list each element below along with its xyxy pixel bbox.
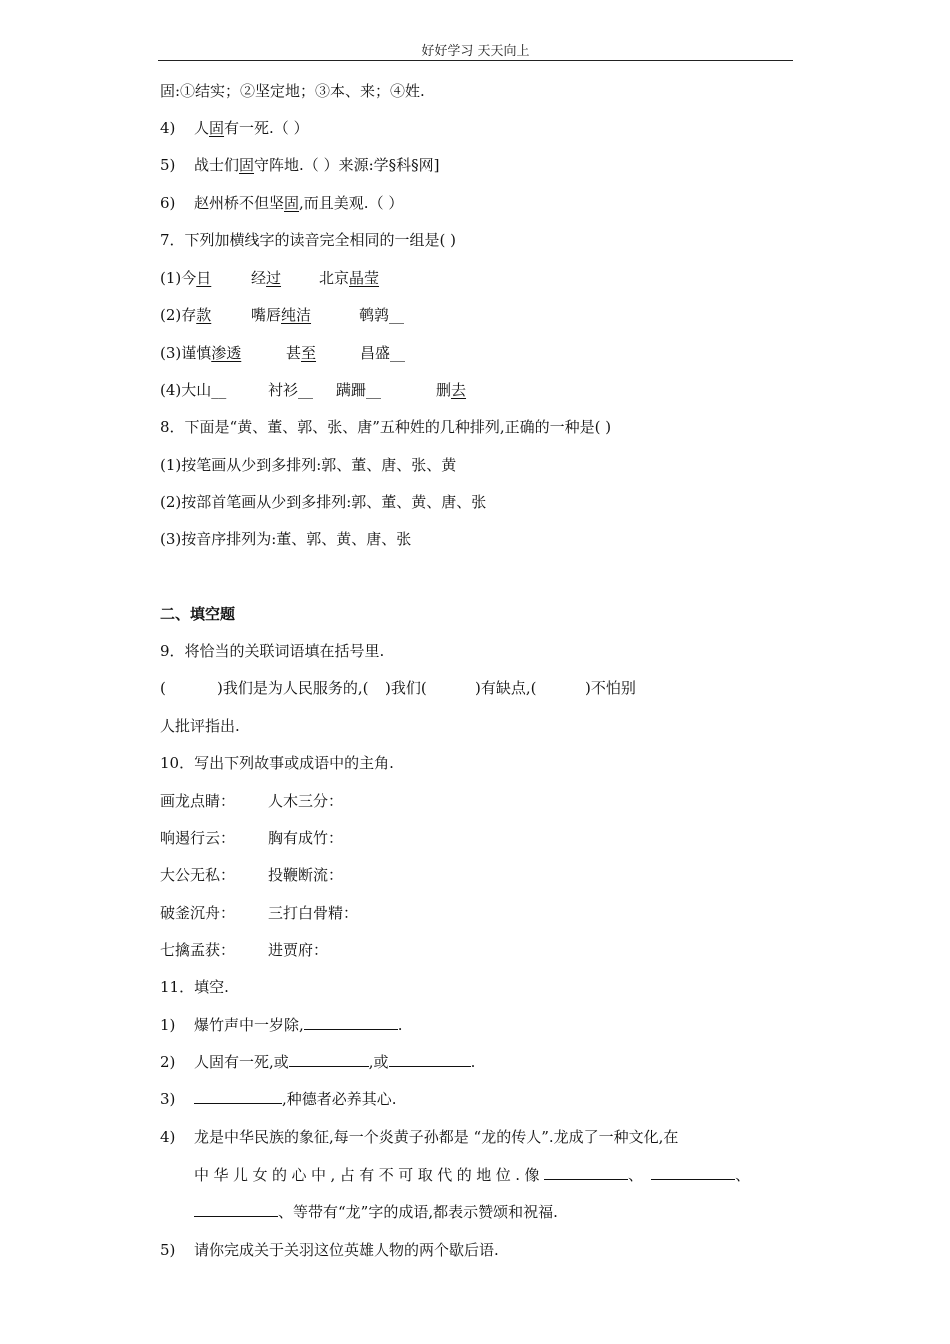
section-title: 二、填空题 <box>160 605 236 623</box>
answer-blank[interactable] <box>651 1165 735 1180</box>
item-number: 4) <box>160 119 176 137</box>
q6-item-5: 5) 战士们固守阵地.（ ）来源:学§科§网] <box>160 156 440 174</box>
page-header: 好好学习 天天向上 <box>421 44 530 59</box>
q11-item-4-line-3: 、等带有“龙”字的成语,都表示赞颂和祝福. <box>160 1202 558 1222</box>
answer-blank[interactable] <box>389 1052 471 1067</box>
q8-option-1: (1)按笔画从少到多排列:郭、董、唐、张、黄 <box>160 456 457 474</box>
item-number: 6) <box>160 194 176 212</box>
q8-option-3: (3)按音序排列为:董、郭、黄、唐、张 <box>160 530 412 548</box>
q11-item-3: 3) ,种德者必养其心. <box>160 1090 397 1108</box>
q11-item-5: 5) 请你完成关于关羽这位英雄人物的两个歇后语. <box>160 1241 499 1259</box>
q9-stem: 9．将恰当的关联词语填在括号里. <box>160 642 385 660</box>
underlined-char: 固 <box>239 156 255 174</box>
q10-stem: 10．写出下列故事或成语中的主角. <box>160 754 394 772</box>
q8-stem: 8．下面是“黄、董、郭、张、唐”五种姓的几种排列,正确的一种是( ) <box>160 418 612 436</box>
item-number: 5) <box>160 156 176 174</box>
q7-stem: 7．下列加横线字的读音完全相同的一组是( ) <box>160 231 457 249</box>
q7-option-1: (1)今日 经过 北京晶莹 <box>160 269 380 287</box>
q10-row: 画龙点睛： 人木三分： <box>160 792 344 810</box>
q7-option-4: (4)大山__ 衬衫__ 蹒跚__ 删去 <box>160 381 467 399</box>
q7-option-3: (3)谨慎渗透 甚至 昌盛__ <box>160 344 406 362</box>
q10-row: 七擒孟获： 进贾府： <box>160 941 329 959</box>
answer-blank[interactable] <box>194 1202 278 1217</box>
underlined-char: 固 <box>284 194 300 212</box>
q7-option-2: (2)存款 嘴唇纯洁 鹌鹑__ <box>160 306 405 324</box>
q8-option-2: (2)按部首笔画从少到多排列:郭、董、黄、唐、张 <box>160 493 487 511</box>
underlined-char: 固 <box>209 119 225 137</box>
q10-row: 大公无私： 投鞭断流： <box>160 866 344 884</box>
q11-item-1: 1) 爆竹声中一岁除, . <box>160 1016 403 1034</box>
q10-row: 响遏行云： 胸有成竹： <box>160 829 344 847</box>
q9-line-2: 人批评指出. <box>160 717 240 735</box>
answer-blank[interactable] <box>194 1089 282 1104</box>
q10-row: 破釜沉舟： 三打白骨精： <box>160 904 359 922</box>
q6-item-4: 4) 人固有一死.（ ） <box>160 119 309 137</box>
q6-item-6: 6) 赵州桥不但坚固,而且美观.（ ） <box>160 194 404 212</box>
q11-item-2: 2) 人固有一死,或 ,或 . <box>160 1053 476 1071</box>
q11-stem: 11．填空. <box>160 978 229 996</box>
q9-line-1: ( )我们是为人民服务的,( )我们( )有缺点,( )不怕别 <box>160 679 636 697</box>
header-rule <box>158 60 793 61</box>
answer-blank[interactable] <box>544 1165 628 1180</box>
q11-item-4: 4) 龙是中华民族的象征,每一个炎黄子孙都是 “龙的传人”.龙成了一种文化,在 <box>160 1128 679 1146</box>
q11-item-4-line-2: 中华儿女的心中,占有不可取代的地位.像 、 、 <box>194 1166 751 1184</box>
q6-definition: 固:①结实；②坚定地；③本、来；④姓. <box>160 82 425 100</box>
answer-blank[interactable] <box>289 1052 369 1067</box>
answer-blank[interactable] <box>304 1015 398 1030</box>
